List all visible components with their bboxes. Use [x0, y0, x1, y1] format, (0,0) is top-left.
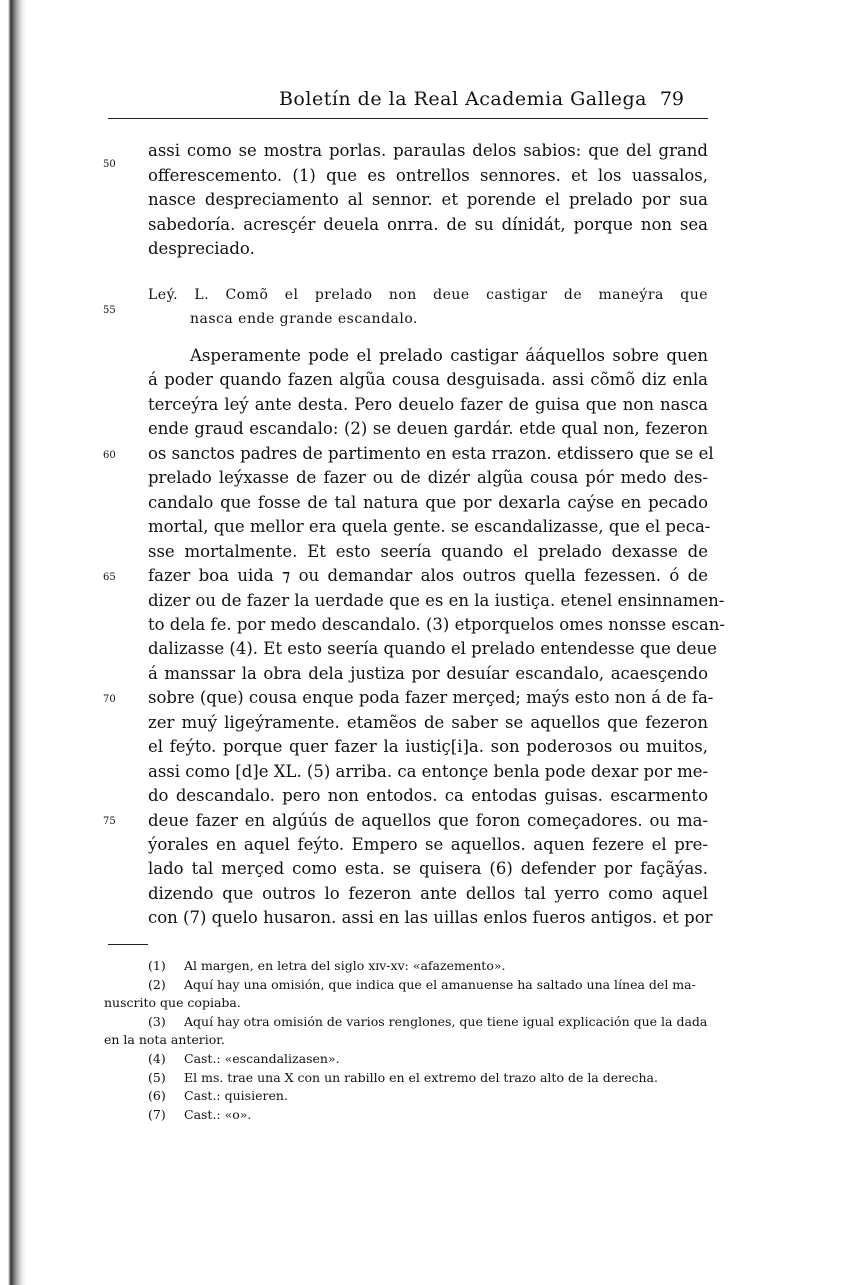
footnote-text: El ms. trae una X con un rabillo en el extremo del trazo alto de la derecha.: [184, 1069, 658, 1085]
footnote: [148, 1070, 658, 1086]
text-line: do descandalo. pero non entodos. ca entodas guisas. escarmento: [148, 786, 708, 806]
text-line: sobre (que) cousa enque poda fazer merçed; maýs esto non á de fa-: [148, 688, 714, 708]
footnote-number: (4): [148, 1051, 166, 1066]
book-binding-shadow: [0, 0, 26, 1285]
footnote: [148, 1051, 340, 1067]
text-line: con (7) quelo husaron. assi en las uillas enlos fueros antigos. et por: [148, 908, 713, 928]
law-title: Leý. L. Comõ el prelado non deue castigar de maneýra que: [148, 287, 708, 303]
text-line: dalizasse (4). Et esto seería quando el prelado entendesse que deue: [148, 639, 717, 659]
text-line: to dela fe. por medo descandalo. (3) etporquelos omes nonsse escan-: [148, 614, 725, 634]
text-line: á manssar la obra dela justiza por desuíar escandalo, acaesçendo: [148, 663, 708, 683]
footnote-text: Al margen, en letra del siglo xɪv-xv: «afazemento».: [184, 958, 506, 973]
text-line: ende graud escandalo: (2) se deuen gardár. etde qual non, fezeron: [148, 419, 708, 439]
footnote: [148, 958, 505, 974]
footnote-number: (3): [148, 1013, 166, 1029]
footnote-rule: [108, 944, 148, 945]
footnote-number: (2): [148, 976, 166, 992]
footnote-number: (1): [148, 958, 166, 973]
text-line: terceýra leý ante desta. Pero deuelo fazer de guisa que non nasca: [148, 394, 708, 414]
text-line: nasce despreciamento al sennor. et porende el prelado por sua: [148, 190, 708, 209]
text-line: mortal, que mellor era quela gente. se escandalizasse, que el peca-: [148, 517, 711, 537]
text-line: sabedoría. acresçér deuela onrra. de su dínidát, porque non sea: [148, 214, 708, 234]
text-line: ýorales en aquel feýto. Empero se aquellos. aquen fezere el pre-: [148, 835, 708, 854]
text-line: á poder quando fazen algũa cousa desguisada. assi cõmõ diz enla: [148, 370, 708, 390]
text-line: lado tal merçed como esta. se quisera (6) defender por façãýas.: [148, 859, 708, 879]
footnote: [148, 1014, 707, 1030]
line-number: 65: [103, 572, 116, 583]
running-title: Boletín de la Real Academia Gallega: [278, 88, 648, 110]
text-line: dizendo que outros lo fezeron ante dellos tal yerro como aquel: [148, 883, 708, 903]
footnote-text: Cast.: «escandalizasen».: [184, 1051, 340, 1066]
footnote-number: (7): [148, 1106, 166, 1122]
page-header: [108, 88, 708, 119]
text-line: zer muý ligeýramente. etamẽos de saber se aquellos que fezeron: [148, 712, 708, 732]
footnote: [148, 1088, 288, 1104]
footnote-number: (5): [148, 1069, 166, 1085]
footnote-number: (6): [148, 1088, 166, 1104]
text-line: assi como se mostra porlas. paraulas delos sabios: que del grand: [148, 141, 708, 160]
footnote-text: Cast.: quisieren.: [184, 1088, 288, 1104]
line-number: 60: [103, 450, 116, 461]
text-line: Asperamente pode el prelado castigar ááquellos sobre quen: [190, 346, 708, 365]
text-line: dizer ou de fazer la uerdade que es en la iustiça. etenel ensinnamen-: [148, 590, 725, 610]
text-line: deue fazer en algúús de aquellos que foron começadores. ou ma-: [148, 810, 708, 830]
footnote: [148, 977, 696, 993]
footnote-text: Cast.: «o».: [184, 1106, 252, 1122]
text-line: candalo que fosse de tal natura que por dexarla caýse en pecado: [148, 492, 708, 512]
text-line: sse mortalmente. Et esto seería quando el prelado dexasse de: [148, 541, 708, 561]
text-line: despreciado.: [148, 239, 255, 258]
text-line: assi como [d]e XL. (5) arriba. ca entonçe benla pode dexar por me-: [148, 761, 709, 781]
text-line: prelado leýxasse de fazer ou de dizér algũa cousa pór medo des-: [148, 468, 708, 488]
footnote-text: Aquí hay otra omisión de varios renglones, que tiene igual explicación que la dada: [184, 1013, 708, 1029]
text-line: el feýto. porque quer fazer la iustiç[i]a. son poderoзos ou muitos,: [148, 737, 708, 757]
line-number: 70: [103, 694, 116, 705]
line-number: 50: [103, 159, 116, 170]
law-title-cont: nasca ende grande escandalo.: [190, 311, 418, 327]
footnote: [148, 1107, 251, 1123]
line-number: 75: [103, 816, 116, 827]
text-line: fazer boa uida ⁊ ou demandar alos outros quella fezessen. ó de: [148, 566, 708, 586]
footnote-continuation: nuscrito que copiaba.: [104, 995, 241, 1011]
page-number: 79: [659, 88, 684, 110]
line-number: 55: [103, 305, 116, 316]
text-line: os sanctos padres de partimento en esta rrazon. etdissero que se el: [148, 443, 714, 463]
footnote-continuation: en la nota anterior.: [104, 1032, 225, 1048]
footnote-text: Aquí hay una omisión, que indica que el amanuense ha saltado una línea del ma-: [184, 976, 696, 992]
text-line: offerescemento. (1) que es ontrellos sennores. et los uassalos,: [148, 165, 708, 185]
